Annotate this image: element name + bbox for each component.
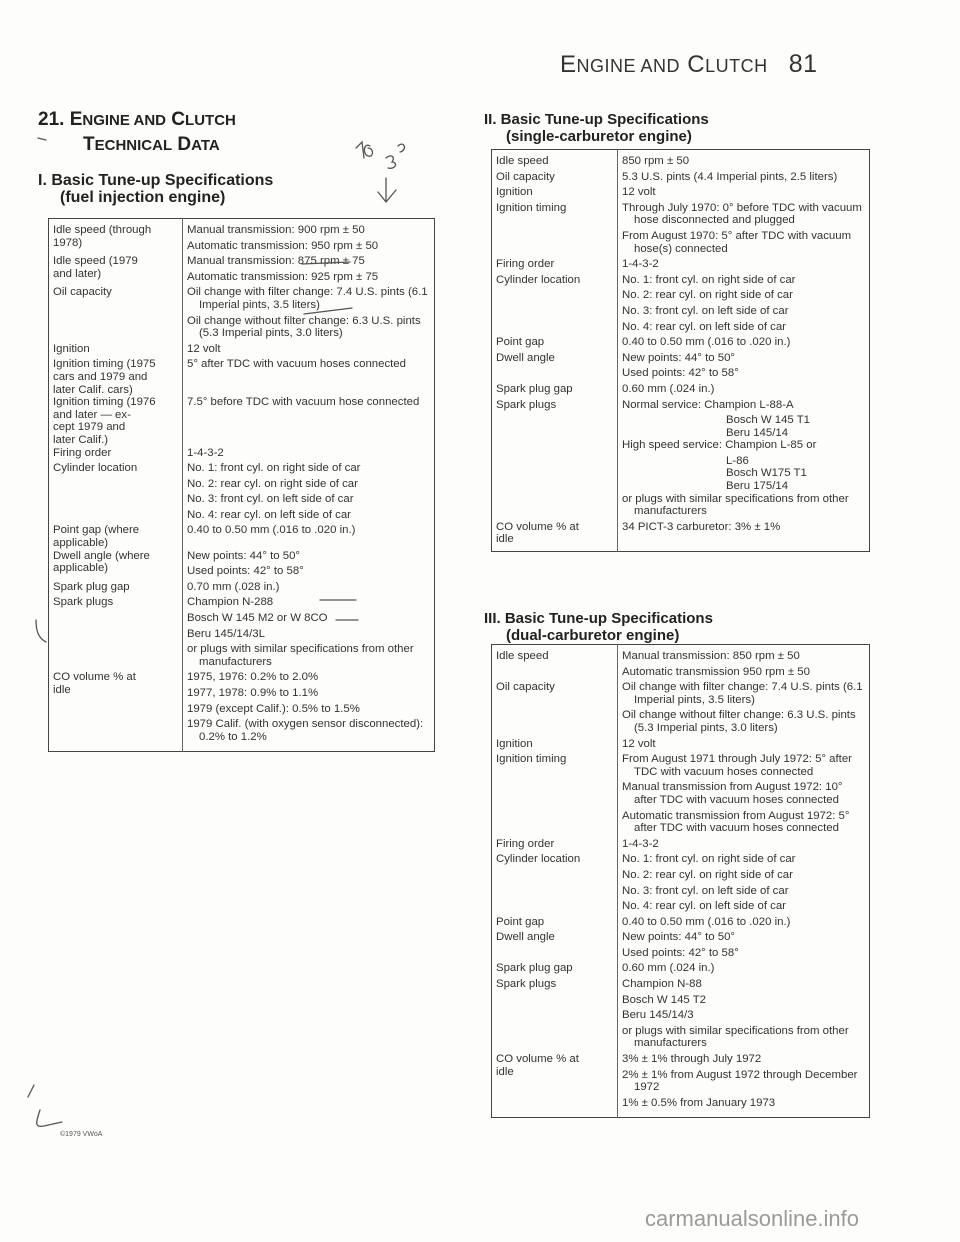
spec-label-line: and later) <box>53 267 102 280</box>
spec-value-line: Oil change without filter change: 6.3 U.S. pints (5.3 Imperial pints, 3.0 liters) <box>622 709 856 734</box>
spec-value <box>618 274 870 336</box>
spec-value-line: or plugs with similar specifications from other manufacturers <box>622 492 849 518</box>
pencil-note-35 <box>386 144 404 168</box>
spec-value-line: 12 volt <box>622 737 656 750</box>
spec-label-line: Firing order <box>496 258 555 271</box>
spec-row <box>49 550 435 581</box>
spec-row <box>49 596 435 671</box>
spec-value-line: Manual transmission: 850 rpm ± 50 <box>622 650 800 662</box>
spec-label-line: Idle speed <box>496 155 549 167</box>
spec-label-line: idle <box>496 533 514 546</box>
spec-value-line: Used points: 42° to 58° <box>622 946 739 959</box>
spec-value-line: 0.40 to 0.50 mm (.016 to .020 in.) <box>622 915 791 928</box>
spec-label <box>492 202 618 258</box>
spec-row <box>492 171 870 187</box>
spec-value-line: No. 2: rear cyl. on right side of car <box>622 868 793 881</box>
spec-value-line: 2% ± 1% from August 1972 through December 1972 <box>622 1068 858 1094</box>
spec-value-line: 34 PICT-3 carburetor: 3% ± 1% <box>622 520 781 533</box>
spec-label <box>492 1053 618 1118</box>
spec-value-line: No. 2: rear cyl. on right side of car <box>622 289 793 302</box>
spec-label-line: Spark plugs <box>496 398 557 411</box>
spec-value <box>618 645 870 682</box>
spec-value <box>618 738 870 754</box>
spec-value-line: L-86 <box>726 454 749 467</box>
spec-label <box>49 462 183 524</box>
section2-title-text: II. Basic Tune-up Specifications <box>484 111 709 128</box>
spec-value-line: Beru 145/14 <box>726 426 789 439</box>
spec-label <box>492 352 618 383</box>
spec-label-line: 1978) <box>53 236 83 249</box>
spec-value <box>183 596 435 671</box>
spec-value-line: Bosch W175 T1 <box>726 467 807 480</box>
spec-value <box>618 916 870 932</box>
spec-value <box>183 358 435 396</box>
page-number: 81 <box>788 50 818 78</box>
spec-value-line: From August 1971 through July 1972: 5° after TDC with vacuum hoses connected <box>622 753 852 778</box>
spec-value-line: or plugs with similar specifications from other manufacturers <box>622 1024 849 1050</box>
spec-label-line: Spark plugs <box>496 978 557 991</box>
spec-value-line: or plugs with similar specifications from other manufacturers <box>187 643 414 668</box>
spec-value-line: Manual transmission from August 1972: 10° after TDC with vacuum hoses connected <box>622 781 843 806</box>
spec-value-line: 12 volt <box>622 186 656 199</box>
spec-row <box>492 931 870 962</box>
spec-value-line: New points: 44° to 50° <box>187 549 300 562</box>
spec-value <box>618 352 870 383</box>
spec-label <box>492 916 618 932</box>
spec-label-line: CO volume % at <box>496 520 579 533</box>
spec-value-line: No. 1: front cyl. on right side of car <box>187 462 361 475</box>
spec-label-line: Oil capacity <box>496 170 555 183</box>
spec-label-line: CO volume % at <box>53 671 136 684</box>
spec-value-line: 1-4-3-2 <box>622 258 659 271</box>
section2-subtitle: (single-carburetor engine) <box>506 128 692 145</box>
spec-label <box>492 399 618 521</box>
spec-label <box>492 186 618 202</box>
spec-value <box>183 550 435 581</box>
spec-label <box>49 447 183 463</box>
spec-label-line: cars and 1979 and <box>53 370 148 383</box>
spec-value-line: No. 1: front cyl. on right side of car <box>622 273 796 286</box>
spec-label-line: Spark plug gap <box>53 580 130 593</box>
spec-row <box>49 462 435 524</box>
section3-title <box>484 610 713 644</box>
spec-label-line: Point gap <box>496 336 545 349</box>
spec-value-line: Champion N-288 <box>187 596 274 609</box>
spec-value <box>618 978 870 1053</box>
spec-value-line: Automatic transmission: 950 rpm ± 50 <box>187 239 379 252</box>
spec-label-line: Cylinder location <box>53 462 138 475</box>
spec-value-line: Normal service: Champion L-88-A <box>622 398 794 411</box>
spec-value-line: Automatic transmission: 925 rpm ± 75 <box>187 270 379 283</box>
chapter-word-engine: NGINE AND <box>82 112 167 129</box>
spec-label-line: Firing order <box>53 446 112 459</box>
spec-label <box>492 171 618 187</box>
spec-value-line: No. 4: rear cyl. on left side of car <box>622 320 786 333</box>
spec-row <box>492 186 870 202</box>
spec-value <box>618 753 870 838</box>
spec-label-line: applicable) <box>53 537 109 550</box>
chapter-heading-line2 <box>38 133 236 158</box>
spec-row <box>49 581 435 597</box>
spec-label-line: later Calif. cars) <box>53 383 133 396</box>
spec-value-line: Beru 175/14 <box>726 480 789 493</box>
spec-label <box>49 550 183 581</box>
spec-value <box>183 447 435 463</box>
spec-label-line: Ignition timing (1976 <box>53 396 156 409</box>
spec-label-line: Spark plug gap <box>496 962 573 975</box>
spec-row <box>49 219 435 256</box>
spec-table-single-carburetor <box>491 149 870 552</box>
spec-row <box>492 336 870 352</box>
spec-row <box>492 274 870 336</box>
running-head-initial-e: E <box>560 51 577 78</box>
spec-row <box>492 838 870 854</box>
spec-value-line: Manual transmission: 900 rpm ± 50 <box>187 224 365 236</box>
spec-label <box>492 753 618 838</box>
spec-value <box>183 524 435 549</box>
spec-row <box>492 258 870 274</box>
spec-row <box>49 343 435 359</box>
spec-label <box>49 358 183 396</box>
spec-row <box>492 645 870 682</box>
spec-label <box>492 258 618 274</box>
spec-label-line: later Calif.) <box>53 433 109 446</box>
spec-value-line: Beru 145/14/3 <box>622 1009 694 1022</box>
spec-value-line: Used points: 42° to 58° <box>622 367 739 380</box>
spec-label-line: Ignition <box>496 186 533 199</box>
spec-row <box>492 738 870 754</box>
pencil-bracket-left <box>36 620 46 642</box>
spec-value <box>183 462 435 524</box>
spec-label-line: idle <box>496 1065 514 1078</box>
running-head <box>560 50 818 79</box>
spec-label-line: Dwell angle (where <box>53 549 150 562</box>
pencil-bracket-bottom <box>28 1085 62 1126</box>
spec-value-line: 1-4-3-2 <box>622 837 659 850</box>
spec-label <box>492 521 618 552</box>
site-watermark: carmanualsonline.info <box>645 1206 860 1231</box>
spec-label <box>49 343 183 359</box>
spec-value-line: 5.3 U.S. pints (4.4 Imperial pints, 2.5 liters) <box>622 170 838 183</box>
spec-row <box>492 853 870 915</box>
spec-value-line: New points: 44° to 50° <box>622 931 735 944</box>
spec-label <box>492 383 618 399</box>
spec-label <box>49 255 183 286</box>
spec-value <box>618 258 870 274</box>
spec-label <box>49 581 183 597</box>
spec-row <box>492 1053 870 1118</box>
spec-value <box>618 399 870 521</box>
running-head-engine: NGINE AND <box>576 56 681 76</box>
spec-value <box>183 396 435 446</box>
section3-title-text: III. Basic Tune-up Specifications <box>484 610 713 627</box>
spec-label <box>492 838 618 854</box>
spec-label-line: CO volume % at <box>496 1053 579 1066</box>
spec-row <box>49 524 435 549</box>
spec-label-line: Cylinder location <box>496 273 581 286</box>
spec-value-line: No. 1: front cyl. on right side of car <box>622 853 796 866</box>
spec-row <box>492 352 870 383</box>
spec-row <box>49 255 435 286</box>
spec-value <box>183 581 435 597</box>
spec-label <box>492 853 618 915</box>
spec-value-line: Used points: 42° to 58° <box>187 565 304 578</box>
spec-row <box>492 753 870 838</box>
spec-value <box>183 219 435 256</box>
spec-value-line: 0.60 mm (.024 in.) <box>622 962 715 975</box>
spec-label <box>49 524 183 549</box>
spec-label <box>49 596 183 671</box>
spec-row <box>492 150 870 171</box>
spec-value-line: Oil change with filter change: 7.4 U.S. pints (6.1 Imperial pints, 3.5 liters) <box>622 681 863 706</box>
spec-value-line: From August 1970: 5° after TDC with vacuum hose(s) connected <box>622 229 852 255</box>
spec-value-line: 1975, 1976: 0.2% to 2.0% <box>187 671 319 684</box>
spec-value-line: 5° after TDC with vacuum hoses connected <box>187 358 406 371</box>
spec-label <box>492 336 618 352</box>
spec-row <box>492 681 870 737</box>
chapter-initial-d: D <box>177 134 192 155</box>
spec-value-line: No. 4: rear cyl. on left side of car <box>622 900 786 913</box>
spec-value-line: 1-4-3-2 <box>187 446 224 459</box>
spec-value <box>183 343 435 359</box>
section2-title <box>484 111 709 145</box>
spec-row <box>492 916 870 932</box>
spec-value-line: 3% ± 1% through July 1972 <box>622 1053 762 1066</box>
spec-label <box>49 671 183 751</box>
spec-label-line: and later — ex- <box>53 408 131 421</box>
spec-value-line: 850 rpm ± 50 <box>622 155 690 167</box>
spec-label <box>49 219 183 256</box>
spec-value <box>618 202 870 258</box>
spec-label-line: Ignition timing (1975 <box>53 358 156 371</box>
spec-value <box>618 1053 870 1118</box>
spec-label-line: Dwell angle <box>496 931 555 944</box>
section1-title-text: I. Basic Tune-up Specifications <box>38 172 274 189</box>
copyright-footer: ©1979 VWoA <box>60 1131 103 1138</box>
spec-row <box>49 396 435 446</box>
spec-row <box>492 978 870 1053</box>
spec-label-line: Oil capacity <box>496 681 555 694</box>
spec-value-line: Bosch W 145 T2 <box>622 993 706 1006</box>
spec-value-line: 0.40 to 0.50 mm (.016 to .020 in.) <box>622 336 791 349</box>
spec-label-line: Idle speed (through <box>53 224 152 236</box>
spec-value-line: No. 3: front cyl. on left side of car <box>622 304 789 317</box>
spec-label-line: Ignition timing <box>496 753 567 766</box>
section1-subtitle: (fuel injection engine) <box>60 189 226 206</box>
spec-value-line: 1979 Calif. (with oxygen sensor disconnected): 0.2% to 1.2% <box>187 718 424 743</box>
spec-label <box>492 931 618 962</box>
chapter-number: 21. <box>38 109 65 130</box>
spec-value-line: New points: 44° to 50° <box>622 351 735 364</box>
chapter-word-technical: ECHNICAL <box>94 137 173 154</box>
spec-value <box>618 521 870 552</box>
spec-label <box>492 150 618 171</box>
spec-value <box>618 383 870 399</box>
spec-label-line: Point gap <box>496 915 545 928</box>
spec-label-line: Cylinder location <box>496 853 581 866</box>
chapter-initial-t: T <box>83 134 95 155</box>
spec-label-line: Ignition timing <box>496 201 567 214</box>
spec-label <box>492 962 618 978</box>
spec-label-line: Ignition <box>496 737 533 750</box>
spec-value-line: 0.40 to 0.50 mm (.016 to .020 in.) <box>187 524 356 537</box>
running-head-initial-c: C <box>687 51 706 78</box>
spec-value-line: 1979 (except Calif.): 0.5% to 1.5% <box>187 702 360 715</box>
spec-label-line: Firing order <box>496 837 555 850</box>
spec-value-line: Oil change with filter change: 7.4 U.S. pints (6.1 Imperial pints, 3.5 liters) <box>187 286 428 311</box>
spec-value <box>618 931 870 962</box>
spec-value-line: Through July 1970: 0° before TDC with vacuum hose disconnected and plugged <box>622 201 862 227</box>
spec-label <box>49 396 183 446</box>
chapter-initial-e: E <box>69 109 83 130</box>
spec-value-line: No. 3: front cyl. on left side of car <box>187 493 354 506</box>
spec-label <box>492 274 618 336</box>
spec-value-line: 12 volt <box>187 342 221 355</box>
spec-value-line: Beru 145/14/3L <box>187 627 265 640</box>
spec-value <box>618 186 870 202</box>
spec-value <box>618 853 870 915</box>
spec-value <box>618 962 870 978</box>
spec-label-line: Spark plug gap <box>496 382 573 395</box>
spec-value <box>618 150 870 171</box>
spec-value-line: No. 3: front cyl. on left side of car <box>622 884 789 897</box>
spec-row <box>49 447 435 463</box>
spec-value-line: Oil change without filter change: 6.3 U.S. pints (5.3 Imperial pints, 3.0 liters) <box>187 314 421 340</box>
spec-value <box>183 286 435 342</box>
spec-label <box>492 645 618 682</box>
chapter-word-clutch: LUTCH <box>185 112 236 129</box>
spec-label-line: Spark plugs <box>53 596 114 609</box>
spec-value-line: Manual transmission: 875 rpm ± 75 <box>187 255 365 268</box>
spec-row <box>49 358 435 396</box>
spec-value-line: 1% ± 0.5% from January 1973 <box>622 1096 776 1109</box>
spec-value <box>618 681 870 737</box>
spec-value-line: Bosch W 145 T1 <box>726 414 810 427</box>
chapter-word-data: ATA <box>191 137 220 154</box>
spec-label <box>492 738 618 754</box>
spec-row <box>492 202 870 258</box>
spec-label-line: Point gap (where <box>53 524 140 537</box>
spec-label-line: Oil capacity <box>53 286 112 299</box>
spec-value-line: Automatic transmission from August 1972: 5° after TDC with vacuum hoses connected <box>622 809 850 835</box>
section3-subtitle: (dual-carburetor engine) <box>506 627 680 644</box>
spec-label-line: idle <box>53 684 71 696</box>
spec-value <box>618 838 870 854</box>
spec-value <box>183 671 435 751</box>
spec-label <box>492 681 618 737</box>
spec-value-line: Bosch W 145 M2 or W 8CO <box>187 612 328 625</box>
spec-row <box>492 521 870 552</box>
spec-row <box>492 399 870 521</box>
spec-label-line: Idle speed (1979 <box>53 255 138 268</box>
chapter-initial-c: C <box>171 109 186 130</box>
spec-value-line: 0.60 mm (.024 in.) <box>622 382 715 395</box>
spec-value <box>618 336 870 352</box>
spec-label <box>492 978 618 1053</box>
spec-label <box>49 286 183 342</box>
spec-row <box>492 383 870 399</box>
pencil-checkmark <box>378 178 396 202</box>
spec-label-line: Idle speed <box>496 650 549 662</box>
spec-value <box>618 171 870 187</box>
spec-value-line: No. 4: rear cyl. on left side of car <box>187 508 351 521</box>
spec-label-line: applicable) <box>53 562 109 575</box>
spec-label-line: Dwell angle <box>496 351 555 364</box>
spec-value-line: 7.5° before TDC with vacuum hose connected <box>187 396 420 409</box>
spec-table-dual-carburetor <box>491 644 870 1118</box>
section1-title <box>38 172 273 206</box>
spec-row <box>49 671 435 751</box>
spec-table-fuel-injection <box>48 218 435 752</box>
spec-row <box>492 962 870 978</box>
spec-value-line: Champion N-88 <box>622 978 702 991</box>
spec-value-line: 0.70 mm (.028 in.) <box>187 580 280 593</box>
spec-value-line: High speed service: Champion L-85 or <box>622 439 817 452</box>
spec-value-line: No. 2: rear cyl. on right side of car <box>187 477 358 490</box>
spec-row <box>49 286 435 342</box>
pencil-note-16 <box>356 142 373 158</box>
spec-value <box>183 255 435 286</box>
spec-value-line: Automatic transmission 950 rpm ± 50 <box>622 665 810 678</box>
spec-label-line: Ignition <box>53 342 90 355</box>
spec-label-line: cept 1979 and <box>53 421 126 434</box>
running-head-clutch: LUTCH <box>705 56 768 76</box>
spec-value-line: 1977, 1978: 0.9% to 1.1% <box>187 687 319 699</box>
chapter-heading <box>38 108 236 158</box>
